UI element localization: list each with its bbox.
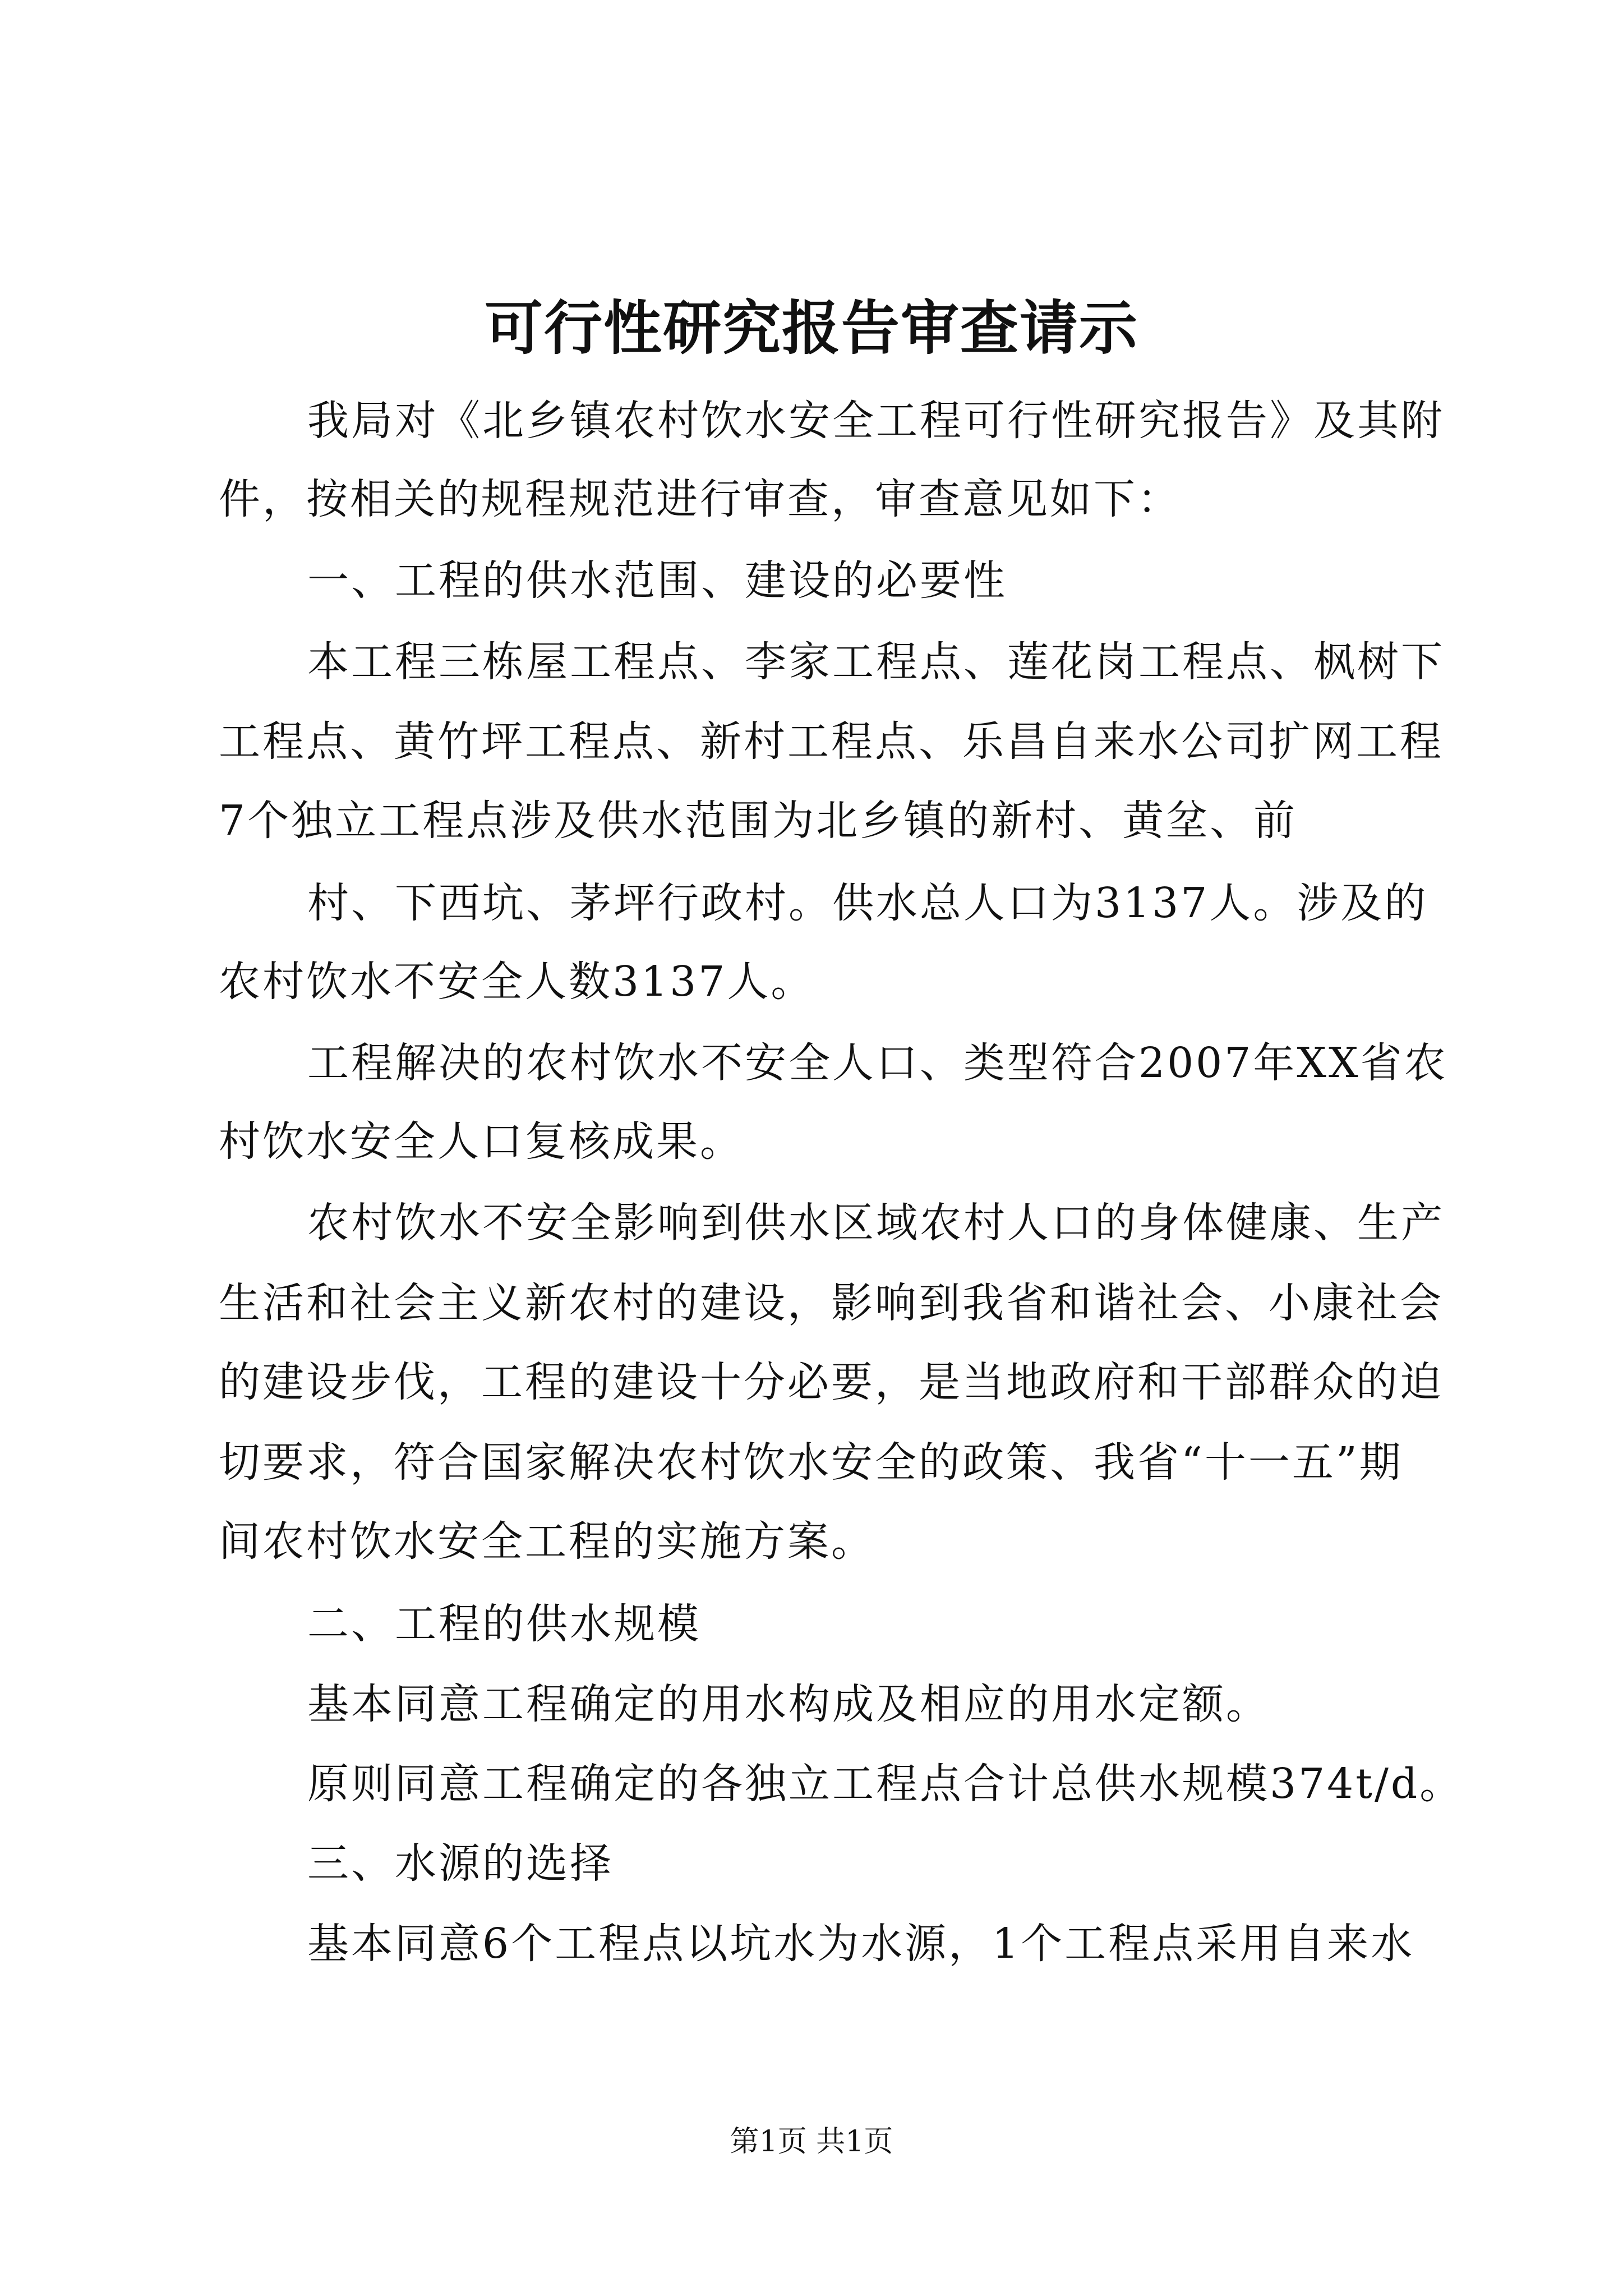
text-line: 基本同意工程确定的用水构成及相应的用水定额。 — [307, 1680, 1270, 1728]
text-line: 农村饮水不安全影响到供水区域农村人口的身体健康、生产 — [307, 1199, 1445, 1247]
text-line: 件，按相关的规程规范进行审查，审查意见如下： — [219, 475, 1181, 523]
text-line: 工程点、黄竹坪工程点、新村工程点、乐昌自来水公司扩网工程 — [219, 717, 1444, 766]
text-line: 工程解决的农村饮水不安全人口、类型符合2007年XX省农 — [307, 1039, 1448, 1087]
text-line: 的建设步伐，工程的建设十分必要，是当地政府和干部群众的迫 — [219, 1358, 1444, 1406]
section-heading: 三、水源的选择 — [307, 1839, 614, 1888]
text-line: 村、下西坑、茅坪行政村。供水总人口为3137人。涉及的 — [307, 879, 1428, 927]
text-line: 切要求，符合国家解决农村饮水安全的政策、我省“十一五”期 — [219, 1438, 1403, 1487]
text-line: 基本同意6个工程点以坑水为水源，1个工程点采用自来水 — [307, 1920, 1415, 1968]
text-line: 生活和社会主义新农村的建设，影响到我省和谐社会、小康社会 — [219, 1279, 1444, 1327]
page-number: 第1页 共1页 — [730, 2125, 893, 2159]
section-heading: 一、工程的供水范围、建设的必要性 — [307, 556, 1007, 605]
text-line: 间农村饮水安全工程的实施方案。 — [219, 1517, 875, 1566]
text-line: 原则同意工程确定的各独立工程点合计总供水规模374t/d。 — [307, 1760, 1464, 1808]
text-line: 本工程三栋屋工程点、李家工程点、莲花岗工程点、枫树下 — [307, 638, 1445, 686]
text-line: 农村饮水不安全人数3137人。 — [219, 958, 815, 1006]
text-line: 我局对《北乡镇农村饮水安全工程可行性研究报告》及其附 — [307, 397, 1445, 445]
section-heading: 二、工程的供水规模 — [307, 1600, 701, 1648]
text-line: 村饮水安全人口复核成果。 — [219, 1117, 744, 1166]
text-line: 7个独立工程点涉及供水范围为北乡镇的新村、黄坌、前 — [219, 797, 1298, 845]
document-title: 可行性研究报告审查请示 — [484, 293, 1138, 362]
